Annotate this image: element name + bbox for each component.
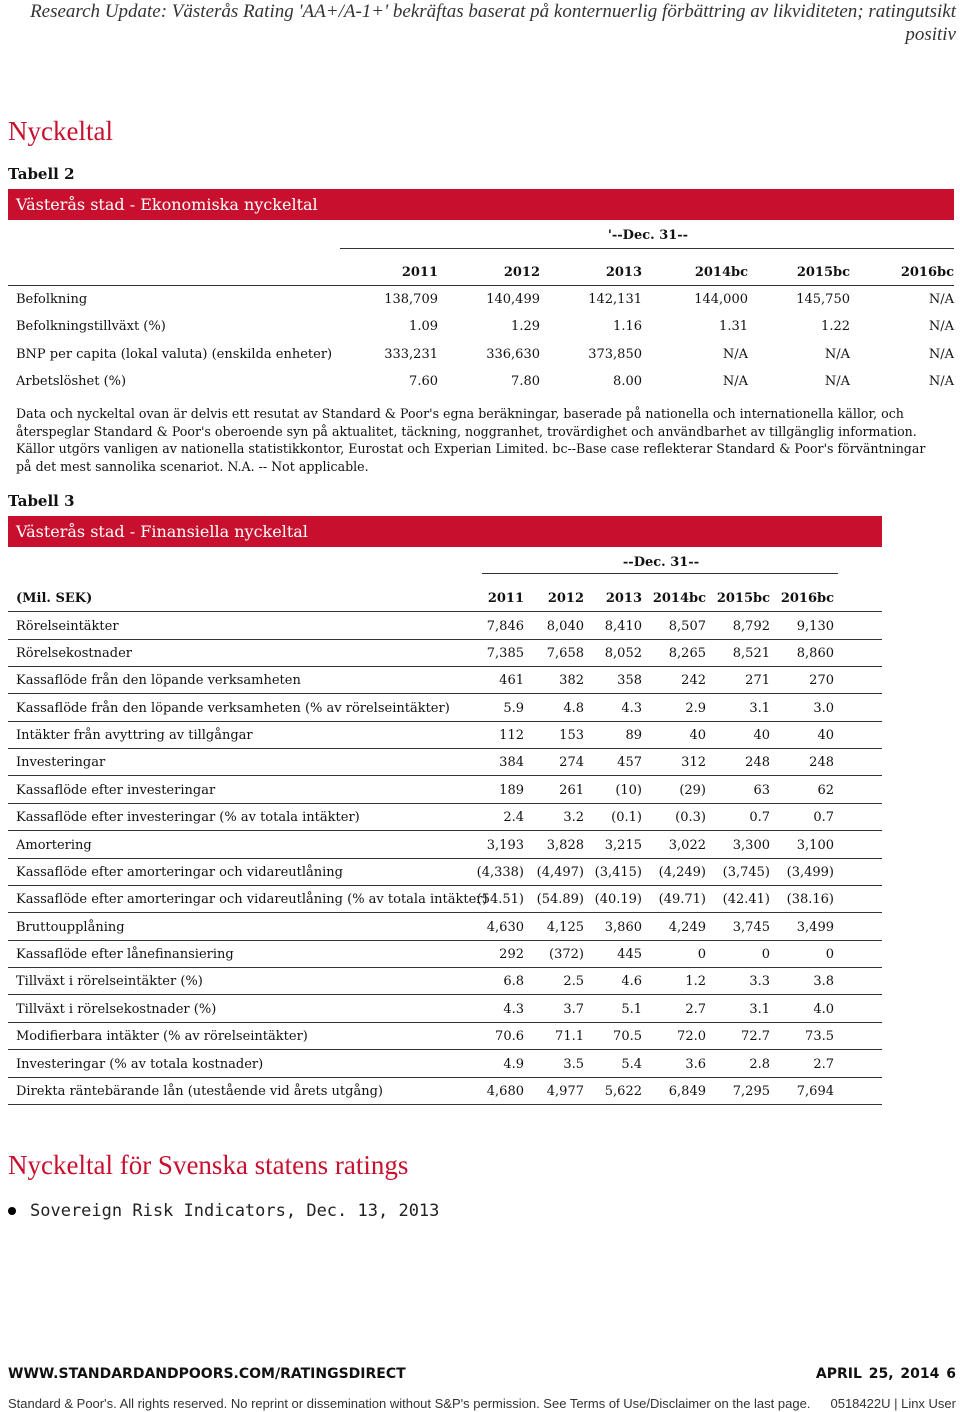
table-row [8, 914, 882, 941]
table-cell: N/A [722, 373, 748, 389]
table-cell: 2.5 [563, 974, 584, 990]
table-row [8, 1023, 882, 1050]
row-label: Amortering [16, 837, 92, 853]
table2-column-header: 2012 [503, 265, 540, 280]
table-cell: 0 [761, 947, 770, 963]
table-cell: 461 [499, 673, 524, 689]
table-row [8, 804, 882, 831]
row-label: Kassaflöde efter investeringar (% av totala intäkter) [16, 810, 360, 826]
table-cell: 4.8 [563, 700, 584, 716]
table-cell: 373,850 [588, 346, 642, 362]
related-research-link[interactable]: Sovereign Risk Indicators, Dec. 13, 2013 [30, 1201, 440, 1221]
table-cell: 3,499 [796, 919, 834, 935]
table-cell: 4,249 [668, 919, 706, 935]
table-cell: 2.8 [749, 1056, 770, 1072]
table-cell: 5.9 [503, 700, 524, 716]
table-cell: 8,860 [796, 645, 834, 661]
table-cell: 4,630 [486, 919, 524, 935]
table-cell: 145,750 [796, 292, 850, 307]
table-cell: 9,130 [796, 618, 834, 634]
table-cell: (372) [549, 947, 584, 963]
table-cell: 71.1 [555, 1029, 584, 1045]
row-label: Bruttoupplåning [16, 919, 125, 935]
table-cell: 358 [617, 673, 642, 689]
table-cell: 3,860 [604, 919, 642, 935]
table-cell: 4.0 [813, 1001, 834, 1017]
table-cell: 4.3 [621, 700, 642, 716]
section-title-nyckeltal: Nyckeltal [8, 116, 113, 146]
row-label: Investeringar [16, 755, 106, 771]
table-cell: 2.7 [813, 1056, 834, 1072]
row-label: Kassaflöde efter investeringar [16, 782, 216, 798]
table2-note: Data och nyckeltal ovan är delvis ett resutat av Standard & Poor's egna beräkningar, baserade på nationella och internationella källor, och återspeglar Standard & Poor's oberoende syn på aktualitet, täckning, noggranhet, trovärdighet och användbarhet av tillgänglig information. Källor utgörs vanligen av nationella statistikkontor, Eurostat och Experian Limited. bc--Base case reflekterar Standard & Poor's förväntningar på det mest sannolika scenariot. N.A. -- Not applicable. [16, 406, 926, 474]
table-cell: N/A [928, 292, 954, 307]
table-cell: 333,231 [384, 346, 438, 362]
table-cell: N/A [928, 373, 954, 389]
table-cell: 73.5 [805, 1029, 834, 1045]
table-cell: 0.7 [813, 810, 834, 826]
table-cell: 3.8 [813, 974, 834, 990]
row-label: Rörelseintäkter [16, 618, 119, 634]
table-cell: 7,846 [486, 618, 524, 634]
row-label: Kassaflöde efter amorteringar och vidareutlåning [16, 864, 343, 880]
table-cell: 1.2 [685, 974, 706, 990]
table3-header-row [8, 585, 882, 612]
table-cell: 4,977 [546, 1083, 584, 1099]
table2-title-bar [8, 189, 954, 220]
table3-title: Västerås stad - Finansiella nyckeltal [16, 522, 308, 541]
table-cell: 40 [753, 728, 770, 744]
table-cell: 384 [499, 755, 524, 771]
table-cell: 274 [559, 755, 584, 771]
table-row [8, 832, 882, 859]
table-cell: 138,709 [384, 292, 438, 307]
table-cell: 8,507 [668, 618, 706, 634]
table-cell: 312 [681, 755, 706, 771]
bullet-icon [8, 1207, 16, 1215]
table-cell: N/A [824, 373, 850, 389]
table-cell: 6.8 [503, 974, 524, 990]
table-cell: 261 [559, 782, 584, 798]
table2-title: Västerås stad - Ekonomiska nyckeltal [16, 195, 318, 214]
table-cell: 1.16 [613, 319, 642, 335]
table-cell: 1.09 [409, 319, 438, 335]
table2 [8, 220, 954, 400]
table3-group-header: --Dec. 31-- [622, 555, 700, 570]
related-research-item [8, 1201, 439, 1221]
table-cell: 4.3 [503, 1001, 524, 1017]
table-cell: 1.31 [719, 319, 748, 335]
table-cell: 3.5 [563, 1056, 584, 1072]
row-label: Kassaflöde efter amorteringar och vidareutlåning (% av totala intäkter) [16, 892, 488, 908]
table-cell: (38.16) [786, 892, 834, 908]
table-cell: 8,052 [604, 645, 642, 661]
table-cell: 40 [689, 728, 706, 744]
table-cell: 1.22 [821, 319, 850, 335]
table-cell: (3,415) [594, 864, 642, 880]
footer-copyright: Standard & Poor's. All rights reserved. No reprint or dissemination without S&P's permission. See Terms of Use/Disclaimer on the last page. [8, 1396, 811, 1411]
table2-header-row [8, 259, 954, 286]
table-cell: 248 [745, 755, 770, 771]
table-cell: 8,040 [546, 618, 584, 634]
row-label: Investeringar (% av totala kostnader) [16, 1056, 264, 1072]
table-cell: 0.7 [749, 810, 770, 826]
table-cell: 445 [617, 947, 642, 963]
table-cell: 63 [753, 782, 770, 798]
table-cell: 112 [499, 728, 524, 744]
table3-column-header: 2015bc [716, 591, 770, 606]
table-cell: (40.19) [594, 892, 642, 908]
row-label: Modifierbara intäkter (% av rörelseintäkter) [16, 1029, 308, 1045]
table-cell: (4,249) [658, 864, 706, 880]
table-cell: 3.3 [749, 974, 770, 990]
table2-label: Tabell 2 [8, 165, 75, 183]
table3-column-header: 2012 [547, 591, 584, 606]
table-cell: 3.2 [563, 810, 584, 826]
table-cell: 3.7 [563, 1001, 584, 1017]
table-cell: 3,193 [486, 837, 524, 853]
table-cell: (4,338) [476, 864, 524, 880]
table-cell: N/A [824, 346, 850, 362]
table-cell: 4.9 [503, 1056, 524, 1072]
table-cell: 140,499 [486, 292, 540, 307]
table-cell: 3.6 [685, 1056, 706, 1072]
table-cell: 8,265 [668, 645, 706, 661]
table2-group-header: '--Dec. 31-- [607, 228, 689, 243]
row-label: Intäkter från avyttring av tillgångar [16, 728, 253, 744]
table-cell: (4,497) [536, 864, 584, 880]
table-cell: 8,521 [732, 645, 770, 661]
table-row [8, 313, 954, 340]
table-cell: 270 [809, 673, 834, 689]
table-cell: 142,131 [588, 292, 642, 307]
table-cell: 70.6 [495, 1029, 524, 1045]
table2-column-header: 2016bc [900, 265, 954, 280]
table-row [8, 749, 882, 776]
table3-label: Tabell 3 [8, 492, 75, 510]
table-row [8, 941, 882, 968]
table-cell: 3,215 [604, 837, 642, 853]
table-cell: 457 [617, 755, 642, 771]
table-cell: 144,000 [694, 292, 748, 307]
table-cell: 3.0 [813, 700, 834, 716]
table2-column-header: 2011 [401, 265, 438, 280]
row-label: Tillväxt i rörelseintäkter (%) [16, 974, 203, 990]
table-cell: (49.71) [658, 892, 706, 908]
row-label: Tillväxt i rörelsekostnader (%) [16, 1001, 217, 1017]
table-cell: (54.51) [476, 892, 524, 908]
section-title-svenska-statens: Nyckeltal för Svenska statens ratings [8, 1150, 409, 1180]
table-cell: 6,849 [668, 1083, 706, 1099]
table-row [8, 996, 882, 1023]
table-cell: 7.60 [409, 373, 438, 389]
table-cell: 89 [625, 728, 642, 744]
table-cell: 1.29 [511, 319, 540, 335]
table-cell: N/A [928, 346, 954, 362]
table3-title-bar [8, 516, 882, 547]
table-cell: 4,680 [486, 1083, 524, 1099]
row-label: Befolkning [16, 292, 88, 307]
table-cell: 3,745 [732, 919, 770, 935]
table-cell: 40 [817, 728, 834, 744]
row-label: BNP per capita (lokal valuta) (enskilda enheter) [16, 346, 333, 362]
table3-header-divider [482, 573, 838, 574]
table-cell: 2.7 [685, 1001, 706, 1017]
table-cell: 0 [825, 947, 834, 963]
table-cell: 271 [745, 673, 770, 689]
table-cell: (10) [615, 782, 642, 798]
table-cell: 242 [681, 673, 706, 689]
table-cell: 3,022 [668, 837, 706, 853]
table-row [8, 968, 882, 995]
table-cell: 3,100 [796, 837, 834, 853]
table-cell: 382 [559, 673, 584, 689]
table-cell: (42.41) [722, 892, 770, 908]
table2-column-header: 2015bc [796, 265, 850, 280]
row-label: Arbetslöshet (%) [16, 373, 127, 389]
table-cell: 292 [499, 947, 524, 963]
table-row [8, 722, 882, 749]
table-cell: 8,792 [732, 618, 770, 634]
footer-date-page: APRIL 25, 2014 6 [815, 1366, 956, 1382]
table2-header-divider [340, 248, 954, 249]
table-cell: 153 [559, 728, 584, 744]
table-row [8, 640, 882, 667]
table-row [8, 695, 882, 722]
table-cell: (3,499) [786, 864, 834, 880]
footer-doc-id: 0518422U | Linx User [830, 1396, 956, 1411]
row-label: Kassaflöde från den löpande verksamheten [16, 673, 301, 689]
table-row [8, 859, 882, 886]
row-label: Befolkningstillväxt (%) [16, 319, 166, 335]
table-cell: (0.1) [611, 810, 642, 826]
table-cell: 7,658 [546, 645, 584, 661]
row-label: Kassaflöde från den löpande verksamheten (% av rörelseintäkter) [16, 700, 450, 716]
table-cell: 5.1 [621, 1001, 642, 1017]
table-cell: N/A [928, 319, 954, 335]
table-cell: 5.4 [621, 1056, 642, 1072]
table-cell: 72.7 [741, 1029, 770, 1045]
table-row [8, 368, 954, 395]
table-row [8, 886, 882, 913]
table-cell: (29) [679, 782, 706, 798]
table-cell: (0.3) [675, 810, 706, 826]
row-label: Kassaflöde efter lånefinansiering [16, 947, 234, 963]
row-label: Direkta räntebärande lån (utestående vid årets utgång) [16, 1083, 383, 1099]
table-cell: 62 [817, 782, 834, 798]
table-cell: 70.5 [613, 1029, 642, 1045]
table-cell: 4.6 [621, 974, 642, 990]
table-cell: 0 [697, 947, 706, 963]
table-cell: 7.80 [511, 373, 540, 389]
table-cell: 4,125 [546, 919, 584, 935]
table-cell: N/A [722, 346, 748, 362]
table-cell: 3.1 [749, 700, 770, 716]
table3 [8, 547, 882, 1112]
table-row [8, 341, 954, 368]
table3-unit-label: (Mil. SEK) [16, 591, 93, 606]
table-cell: (3,745) [722, 864, 770, 880]
table-row [8, 667, 882, 694]
table3-column-header: 2016bc [780, 591, 834, 606]
table-cell: (54.89) [536, 892, 584, 908]
table-cell: 7,295 [732, 1083, 770, 1099]
table-row [8, 777, 882, 804]
table-cell: 5,622 [604, 1083, 642, 1099]
table-cell: 7,694 [796, 1083, 834, 1099]
table-cell: 8,410 [604, 618, 642, 634]
table-row [8, 1078, 882, 1105]
table3-column-header: 2014bc [652, 591, 706, 606]
table-cell: 72.0 [677, 1029, 706, 1045]
table-cell: 189 [499, 782, 524, 798]
table-cell: 3,828 [546, 837, 584, 853]
table-cell: 3.1 [749, 1001, 770, 1017]
table-row [8, 613, 882, 640]
table2-column-header: 2013 [605, 265, 642, 280]
table-cell: 8.00 [613, 373, 642, 389]
footer-url[interactable]: WWW.STANDARDANDPOORS.COM/RATINGSDIRECT [8, 1366, 406, 1382]
table3-column-header: 2011 [487, 591, 524, 606]
table-row [8, 286, 954, 313]
table-cell: 2.9 [685, 700, 706, 716]
running-header-title: Research Update: Västerås Rating 'AA+/A-1+' bekräftas baserat på konternuerlig förbättring av likviditeten; ratingutsikt positiv [30, 1, 956, 45]
table-cell: 7,385 [486, 645, 524, 661]
table2-column-header: 2014bc [694, 265, 748, 280]
table-cell: 3,300 [732, 837, 770, 853]
table-cell: 248 [809, 755, 834, 771]
table-cell: 2.4 [503, 810, 524, 826]
row-label: Rörelsekostnader [16, 645, 132, 661]
table-cell: 336,630 [486, 346, 540, 362]
table-row [8, 1051, 882, 1078]
table3-column-header: 2013 [605, 591, 642, 606]
